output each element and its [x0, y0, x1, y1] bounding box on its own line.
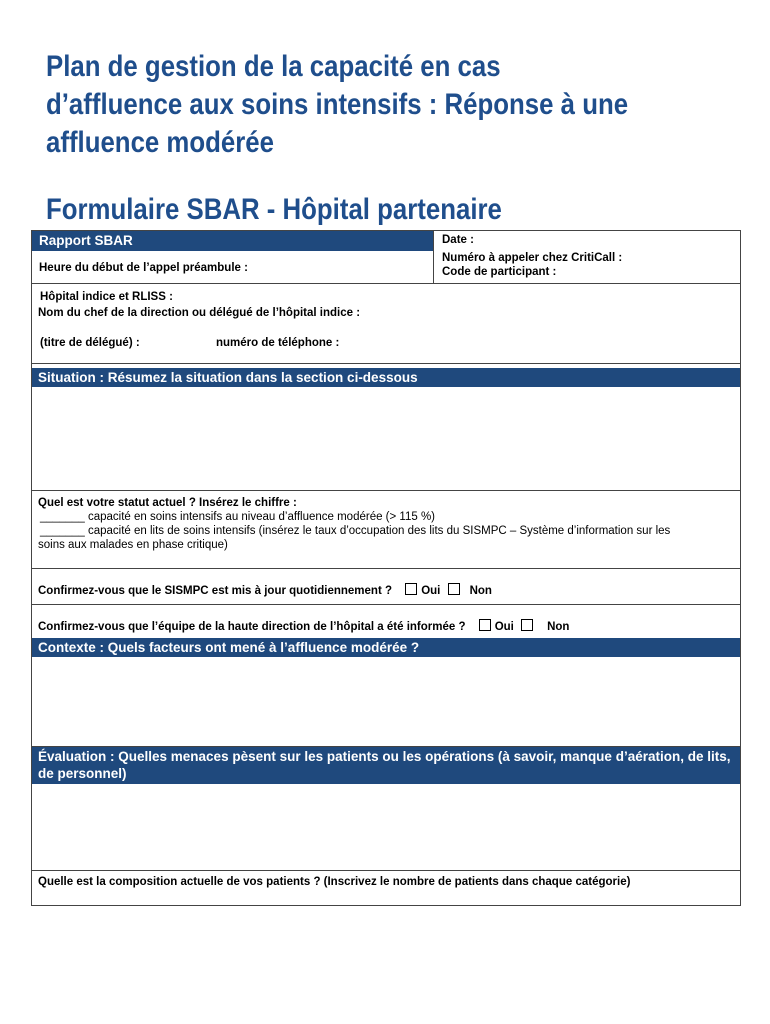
confirm-sismpc-row — [32, 569, 740, 605]
hopital-label[interactable]: Hôpital indice et RLISS : — [40, 291, 173, 303]
statut-line-2 — [38, 524, 734, 538]
rapport-sbar-bar: Rapport SBAR — [32, 231, 433, 251]
numero-label[interactable]: Numéro à appeler chez CritiCall : — [442, 252, 623, 264]
statut-question: Quel est votre statut actuel ? Insérez le chiffre : — [38, 497, 297, 509]
non-checkbox[interactable] — [521, 619, 533, 631]
header-left — [32, 231, 434, 283]
header-row — [32, 230, 740, 284]
document-title: Plan de gestion de la capacité en cas d’affluence aux soins intensifs : Réponse à une affluence modérée — [46, 50, 629, 159]
titre-label[interactable]: (titre de délégué) : — [40, 337, 140, 349]
nom-chef-label[interactable]: Nom du chef de la direction ou délégué de l’hôpital indice : — [38, 307, 361, 319]
composition-question[interactable]: Quelle est la composition actuelle de vos patients ? (Inscrivez le nombre de patients dans chaque catégorie) — [32, 871, 740, 906]
titre-tel-line — [40, 336, 732, 350]
confirm-sismpc-question: Confirmez-vous que le SISMPC est mis à jour quotidiennement ? — [38, 585, 392, 597]
situation-heading: Situation : Résumez la situation dans la section ci-dessous — [32, 368, 740, 387]
confirm-direction-question: Confirmez-vous que l’équipe de la haute direction de l’hôpital a été informée ? — [38, 621, 466, 633]
heure-label[interactable]: Heure du début de l’appel préambule : — [39, 262, 248, 274]
non-label: Non — [469, 585, 492, 597]
situation-field[interactable] — [32, 387, 740, 491]
non-label: Non — [547, 621, 570, 633]
oui-checkbox[interactable] — [405, 583, 417, 595]
header-right — [434, 231, 740, 283]
evaluation-heading: Évaluation : Quelles menaces pèsent sur les patients ou les opérations (à savoir, manque d’aération, de lits, de personnel) — [32, 747, 740, 784]
evaluation-field[interactable] — [32, 784, 740, 871]
oui-label: Oui — [494, 621, 514, 633]
date-label[interactable]: Date : — [442, 234, 474, 246]
oui-checkbox[interactable] — [479, 619, 491, 631]
form-subtitle: Formulaire SBAR - Hôpital partenaire — [46, 193, 502, 226]
statut-line-3: soins aux malades en phase critique) — [38, 539, 228, 551]
contexte-field[interactable] — [32, 657, 740, 747]
statut-blank-1[interactable]: _______ — [40, 511, 85, 523]
confirm-direction-row — [32, 605, 740, 638]
statut-blank-2[interactable]: _______ — [40, 525, 85, 537]
sbar-form — [31, 230, 741, 906]
non-checkbox[interactable] — [448, 583, 460, 595]
statut-line-1 — [38, 510, 734, 524]
oui-label: Oui — [421, 585, 441, 597]
hospital-info — [32, 284, 740, 364]
contexte-heading: Contexte : Quels facteurs ont mené à l’affluence modérée ? — [32, 638, 740, 657]
statut-line-2-text: capacité en lits de soins intensifs (insérez le taux d’occupation des lits du SISMPC – Système d’information sur les — [87, 525, 671, 537]
code-label[interactable]: Code de participant : — [442, 266, 557, 278]
statut-line-1-text: capacité en soins intensifs au niveau d’affluence modérée (> 115 %) — [87, 511, 436, 523]
telephone-label[interactable]: numéro de téléphone : — [216, 337, 340, 349]
statut-section — [32, 491, 740, 569]
